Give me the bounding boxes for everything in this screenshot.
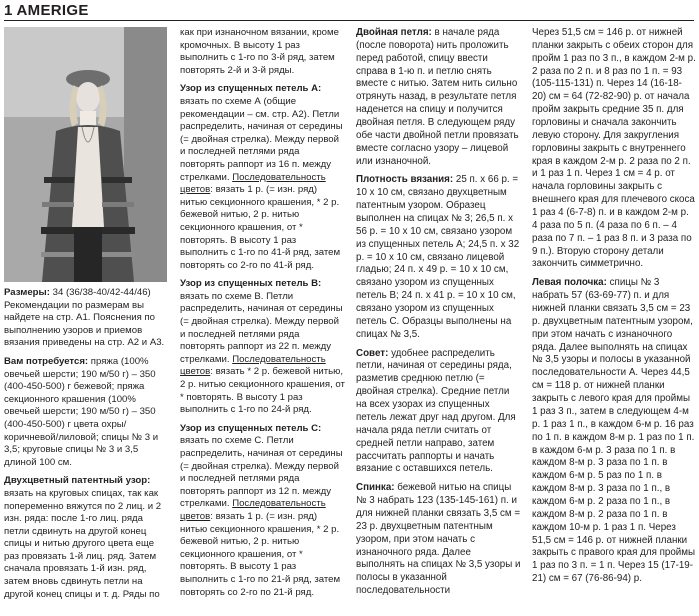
model-photo: [4, 27, 167, 282]
sizes-text: 34 (36/38-40/42-44/46) Рекомендации по размерам вы найдете на стр. А1. Пояснения по выполнению узоров и приемов вязания приведены на стр. А2 и А3.: [4, 287, 165, 349]
pattern-b-color-sequence-text: : вязать * 2 р. бежевой нитью, 2 р. нитью секционного крашения, от * повторять. В высоту 1 раз выполнить с 1-го по 24-й ряд.: [180, 366, 345, 416]
column-4: [532, 27, 696, 592]
gauge-label: Плотность вязания:: [356, 174, 454, 186]
pattern-a-paragraph: [180, 83, 346, 272]
materials-label: Вам потребуется:: [4, 355, 89, 367]
pattern-c-text: вязать по схеме С. Петли распределить, начиная от середины (= двойная стрелка). Между первой и последней петлями ряда повторять раппорт из 12 п. между стрелками.: [180, 435, 343, 510]
pattern-b-color-sequence-label: Последовательность цветов: [180, 353, 326, 378]
double-stitch-label: Двойная петля:: [356, 27, 432, 38]
back-piece-continued-paragraph: Через 51,5 см = 146 р. от нижней планки закрыть с обеих сторон для пройм 1 раз по 3 п., в каждом 2-м р. 2 раза по 2 п. и 8 раз по 1 п. = 93 (105-115-131) п. Через 14 (16-18-20) см = 64 (72-82-90) р. от начала пройм закрыть средние 35 п. для горловины и сначала закончить левую сторону. Для закругления горловины закрыть с внутреннего края в каждом 2-м р. 2 раза по 2 п. и 1 раз 1 п. Через 1 см = 4 р. от начала горловины закрыть с внешнего края для плечевого скоса 1 раз 4 (6-7-8) п. и в каждом 2-м р. 4 раза по 5 п. (4 раза по 6 п. – 4 раза по 7 п. – 1 раз 8 п. и 3 раза по 9 п.). Вторую сторону детали закончить симметрично.: [532, 27, 696, 270]
tip-text: удобнее распределить петли, начиная от середины ряда, разметив среднюю петлю (= двойная стрелка). Средние петли на всех узорах из спущенных петель лежат друг над другом. Для начала ряда петли считать от средней петли направо, затем рассчитать раппорты и начать вязание с оставшихся петель.: [356, 347, 516, 475]
cardigan-photo-illustration: [4, 27, 167, 282]
column-1: [4, 287, 167, 607]
page-header: [4, 2, 694, 21]
double-stitch-text: в начале ряда (после поворота) нить проложить перед работой, спицу ввести справа в 1-ю п. и петлю снять вместе с нитью. Затем нить сильно отрянуть назад, в результате петля наденется на спицу и получится двойная петля. В следующем ряду обе части двойной петли провязать вместе согласно узору – лицевой или изнаночной.: [356, 27, 519, 167]
two-color-pattern-label: Двухцветный патентный узор:: [4, 475, 151, 487]
materials-text: пряжа (100% овечьей шерсти; 190 м/50 г) – 350 (400-450-500) г бежевой; пряжа секционного крашения (100% овечьей шерсти; 190 м/50 г) – 350 (400-450-500) г цвета охры/коричневой/лиловой; спицы № 3 и 3,5; круговые спицы № 3 и 3,5 длиной 100 см.: [4, 355, 159, 468]
pattern-c-label: Узор из спущенных петель С:: [180, 422, 322, 434]
pattern-a-label: Узор из спущенных петель А:: [180, 83, 322, 95]
left-front-text: спицы № 3 набрать 57 (63-69-77) п. и для нижней планки связать 3,5 см = 23 р. двухцветным патентным узором, при этом начать с изнаночного ряда. Далее выполнять на спицах № 3,5 узоры и полосы в указанной последовательности А. Через 44,5 см = 118 р. от нижней планки закрыть с левого края для проймы 1 раз 3 п., затем в следующем 4-м р. 1 раз 1 п., в каждом 6-м р. 16 раз по 1 п. в каждом 8-м р. 1 раз по 1 п. в каждом 6-м р. 3 раза по 1 п. в каждом 8-м р. 3 раза по 1 п. в каждом 6-м р. 5 раз по 1 п. в каждом 8-м р. 3 раза по 1 п., в каждом 6-м р. 2 раза по 1 п., в каждом 8-м р. 2 раза по 1 п. в каждом 10-м р. 1 раз 1 п. Через 51,5 см = 146 р. от нижней планки закрыть с правого края для проймы 1 раз по 3 п. = 1 п. Через 15 (17-19-21) см = 67 (76-86-94) р.: [532, 277, 696, 585]
sizes-paragraph: [4, 287, 167, 350]
back-piece-label: Спинка:: [356, 482, 395, 494]
pattern-c-color-sequence-label: Последовательность цветов: [180, 498, 326, 522]
double-stitch-paragraph: [356, 27, 521, 168]
tip-label: Совет:: [356, 347, 389, 359]
left-front-paragraph: [532, 277, 696, 586]
pattern-a-color-sequence-label: Последовательность цветов: [180, 171, 326, 196]
gauge-text: 25 п. х 66 р. = 10 х 10 см, связано двухцветным патентным узором. Образец выполнен на спицах № 3; 26,5 п. х 56 р. = 10 х 10 см, связано узором из спущенных петель А; 24,5 п. х 32 р. = 10 х 10 см, связано лицевой гладью; 24 п. х 49 р. = 10 х 10 см, связано узором из спущенных петель В; 24 п. х 41 р. = 10 х 10 см, связано узором из спущенных петель С. Образцы выполнены на спицах № 3,5.: [356, 174, 520, 340]
two-color-pattern-text: вязать на круговых спицах, так как попеременно вяжутся по 2 лиц. и 2 изн. ряда: после 1-го лиц. ряда петли сдвинуть на другой конец спицы и нитью другого цвета еще раз провязать 1-й лиц. ряд. Затем сначала провязать 1-й изн. ряд, затем вновь сдвинуть петли на другой конец спицы и т. д. Ряды по: [4, 487, 162, 600]
pattern-a-text: вязать по схеме А (общие рекомендации – см. стр. А2). Петли распределить, начиная от середины (= двойная стрелка). Между первой и последней петлями ряда повторять раппорт из 16 п. между стрелками.: [180, 95, 343, 183]
pattern-continued-paragraph: как при изнаночном вязании, кроме кромочных. В высоту 1 раз выполнить с 1-го по 3-й ряд, затем повторять 2-й и 3-й ряды.: [180, 27, 339, 76]
left-front-label: Левая полочка:: [532, 277, 607, 289]
pattern-b-text: вязать по схеме В. Петли распределить, начиная от середины (= двойная стрелка). Между первой и последней петлями ряда повторять раппорт из 22 п. между стрелками.: [180, 290, 343, 365]
pattern-b-paragraph: [180, 278, 346, 417]
tip-paragraph: [356, 348, 521, 477]
materials-paragraph: [4, 356, 167, 469]
two-color-pattern-paragraph: [4, 475, 167, 601]
pattern-a-color-sequence-text: : вязать 1 р. (= изн. ряд) нитью секционного крашения, * 2 р. бежевой нитью, 2 р. нитью секционного крашения, от * повторять. В высоту 1 раз выполнить с 1-го по 41-й ряд, затем повторять со 2-го по 41-й ряд.: [180, 184, 341, 271]
sizes-label: Размеры:: [4, 287, 50, 298]
pattern-title: 1 AMERIGE: [4, 2, 89, 19]
back-piece-paragraph: [356, 482, 521, 598]
pattern-c-paragraph: [180, 423, 346, 599]
pattern-b-label: Узор из спущенных петель В:: [180, 278, 322, 290]
gauge-paragraph: [356, 174, 521, 341]
column-2: [180, 27, 346, 605]
back-piece-text: бежевой нитью на спицы № 3 набрать 123 (135-145-161) п. и для нижней планки связать 3,5 см = 23 р. двухцветным патентным узором, при этом начать с изнаночного ряда. Далее выполнять на спицах № 3,5 узоры и полосы в указанной последовательности: [356, 482, 521, 597]
column-3: [356, 27, 521, 604]
pattern-c-color-sequence-text: : вязать 1 р. (= изн. ряд) нитью секционного крашения, * 2 р. бежевой нитью, 2 р. нитью секционного крашения, от * повторять. В высоту 1 раз выполнить с 1-го по 21-й ряд, затем повторять со 2-го по 21-й ряд.: [180, 510, 341, 598]
